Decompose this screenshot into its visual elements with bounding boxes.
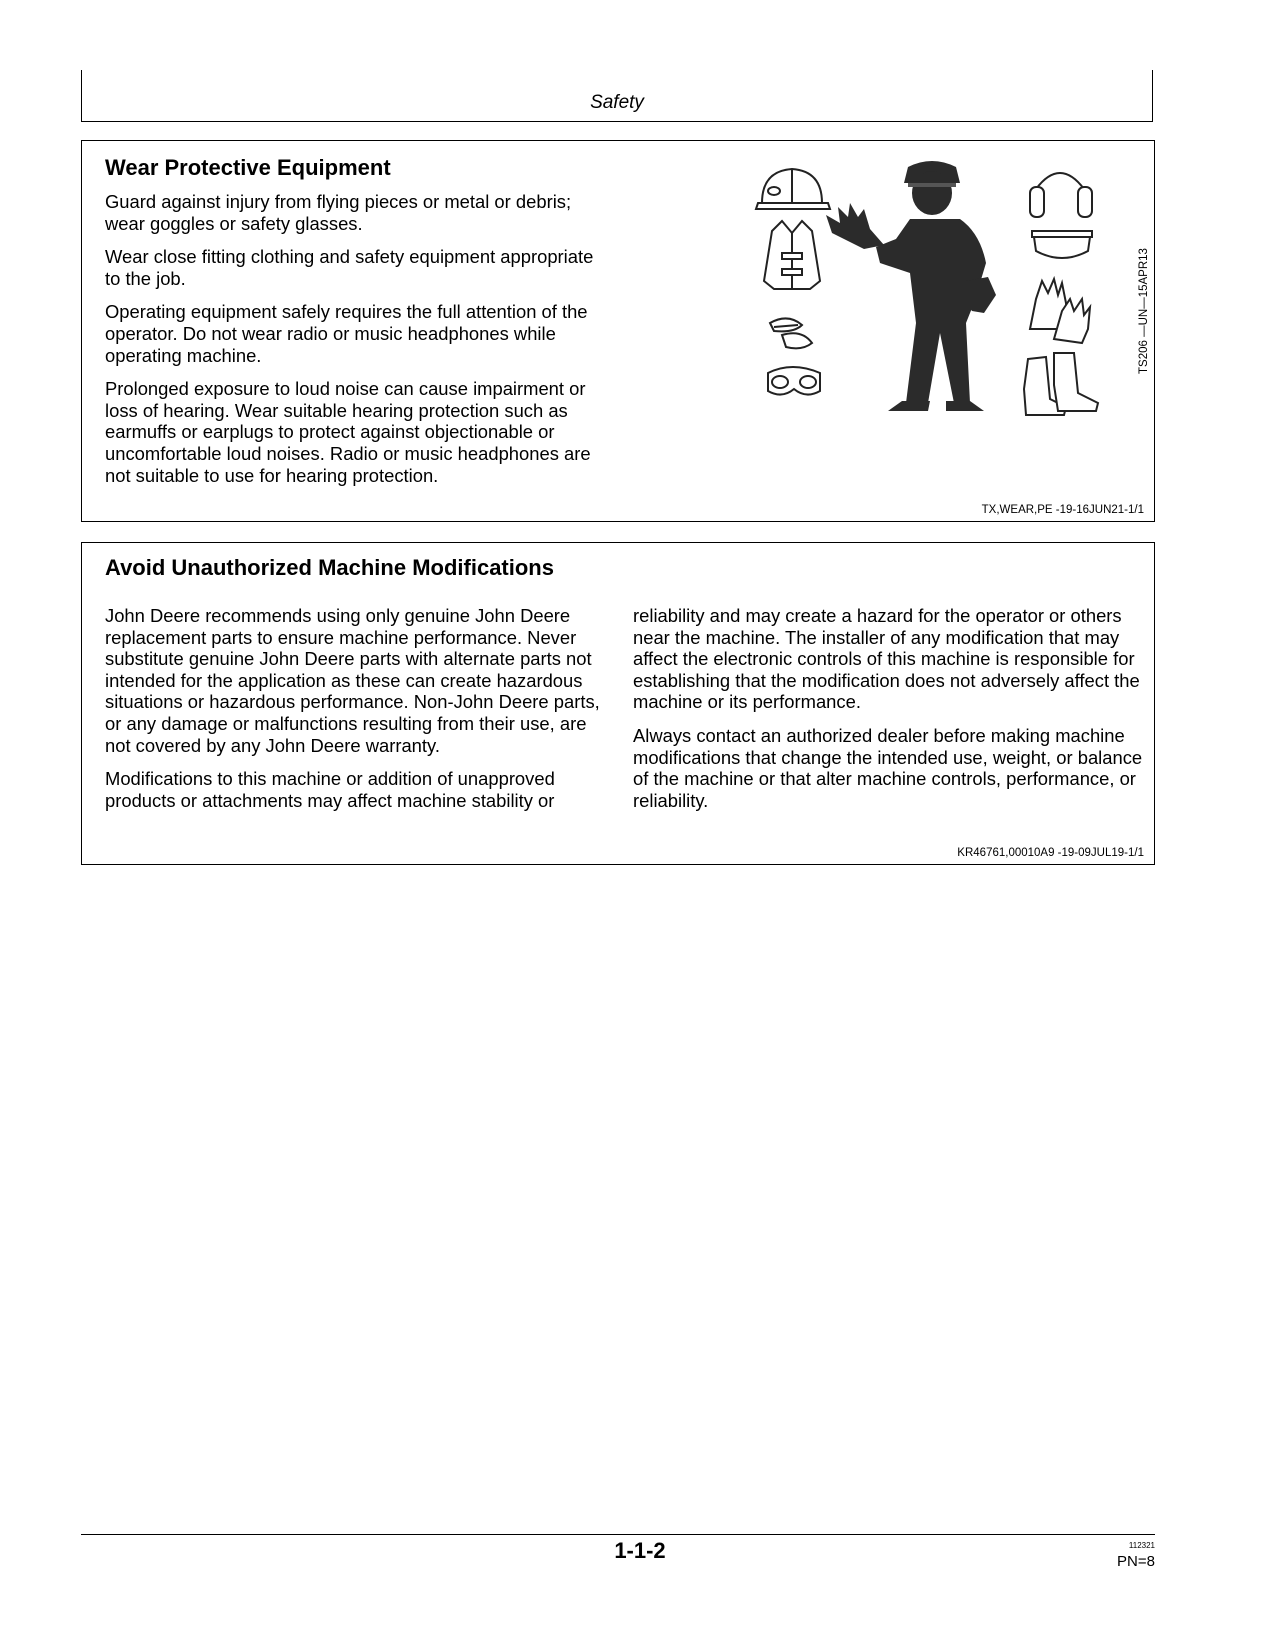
worker-silhouette-icon	[826, 161, 996, 411]
figure-code-text: TS206 —UN—15APR13	[1138, 248, 1150, 374]
paragraph: Modifications to this machine or addition of unapproved products or attachments may affect machine stability or	[105, 768, 555, 811]
earplugs-icon	[770, 318, 812, 348]
section-title: Avoid Unauthorized Machine Modifications	[105, 555, 554, 580]
gloves-icon	[1030, 279, 1090, 343]
page-number: 1-1-2	[614, 1538, 666, 1563]
paragraph: John Deere recommends using only genuine John Deere replacement parts to ensure machine performance. Never substitute genuine John Deere parts with alternate parts not intended for the application as these can create hazardous situations or hazardous performance. Non-John Deere parts, or any damage or malfunctions resulting from their use, are not covered by any John Deere warranty.	[105, 605, 600, 756]
reference-code: KR46761,00010A9 -19-09JUL19-1/1	[957, 847, 1144, 859]
section-wear-protective-equipment	[81, 140, 1155, 522]
page-header	[81, 70, 1153, 122]
left-column	[105, 605, 615, 823]
goggles-icon	[768, 367, 820, 395]
protective-equipment-illustration	[670, 153, 1130, 443]
paragraph: reliability and may create a hazard for the operator or others near the machine. The installer of any modification that may affect the electronic controls of this machine is responsible for establishing that the modification does not adversely affect the machine or its performance.	[633, 605, 1140, 713]
right-column	[633, 605, 1143, 823]
section-avoid-unauthorized-modifications	[81, 542, 1155, 865]
safety-boots-icon	[1024, 353, 1098, 415]
earmuffs-icon	[1030, 173, 1092, 217]
paragraph: Prolonged exposure to loud noise can cause impairment or loss of hearing. Wear suitable hearing protection such as earmuffs or earplugs to protect against objectionable or uncomfortable loud noises. Radio or music headphones are not suitable to use for hearing protection.	[105, 378, 591, 486]
hard-hat-icon	[756, 169, 830, 209]
section-text	[105, 191, 605, 498]
paragraph: Wear close fitting clothing and safety equipment appropriate to the job.	[105, 246, 594, 289]
paragraph: Operating equipment safely requires the full attention of the operator. Do not wear radio or music headphones while operating machine.	[105, 301, 588, 366]
section-title: Wear Protective Equipment	[105, 155, 391, 180]
face-shield-icon	[1032, 231, 1092, 258]
footer-divider	[81, 1534, 1155, 1535]
paragraph: Always contact an authorized dealer before making machine modifications that change the intended use, weight, or balance of the machine or that alter machine controls, performance, or reliability.	[633, 724, 1143, 811]
footer-date-code: 112321	[1128, 1541, 1155, 1550]
safety-vest-icon	[764, 221, 820, 289]
paragraph: Guard against injury from flying pieces or metal or debris; wear goggles or safety glasses.	[105, 191, 572, 234]
footer-pn: PN=8	[1117, 1553, 1155, 1570]
figure-code	[1138, 161, 1158, 461]
reference-code: TX,WEAR,PE -19-16JUN21-1/1	[981, 504, 1144, 516]
header-title: Safety	[590, 92, 644, 113]
